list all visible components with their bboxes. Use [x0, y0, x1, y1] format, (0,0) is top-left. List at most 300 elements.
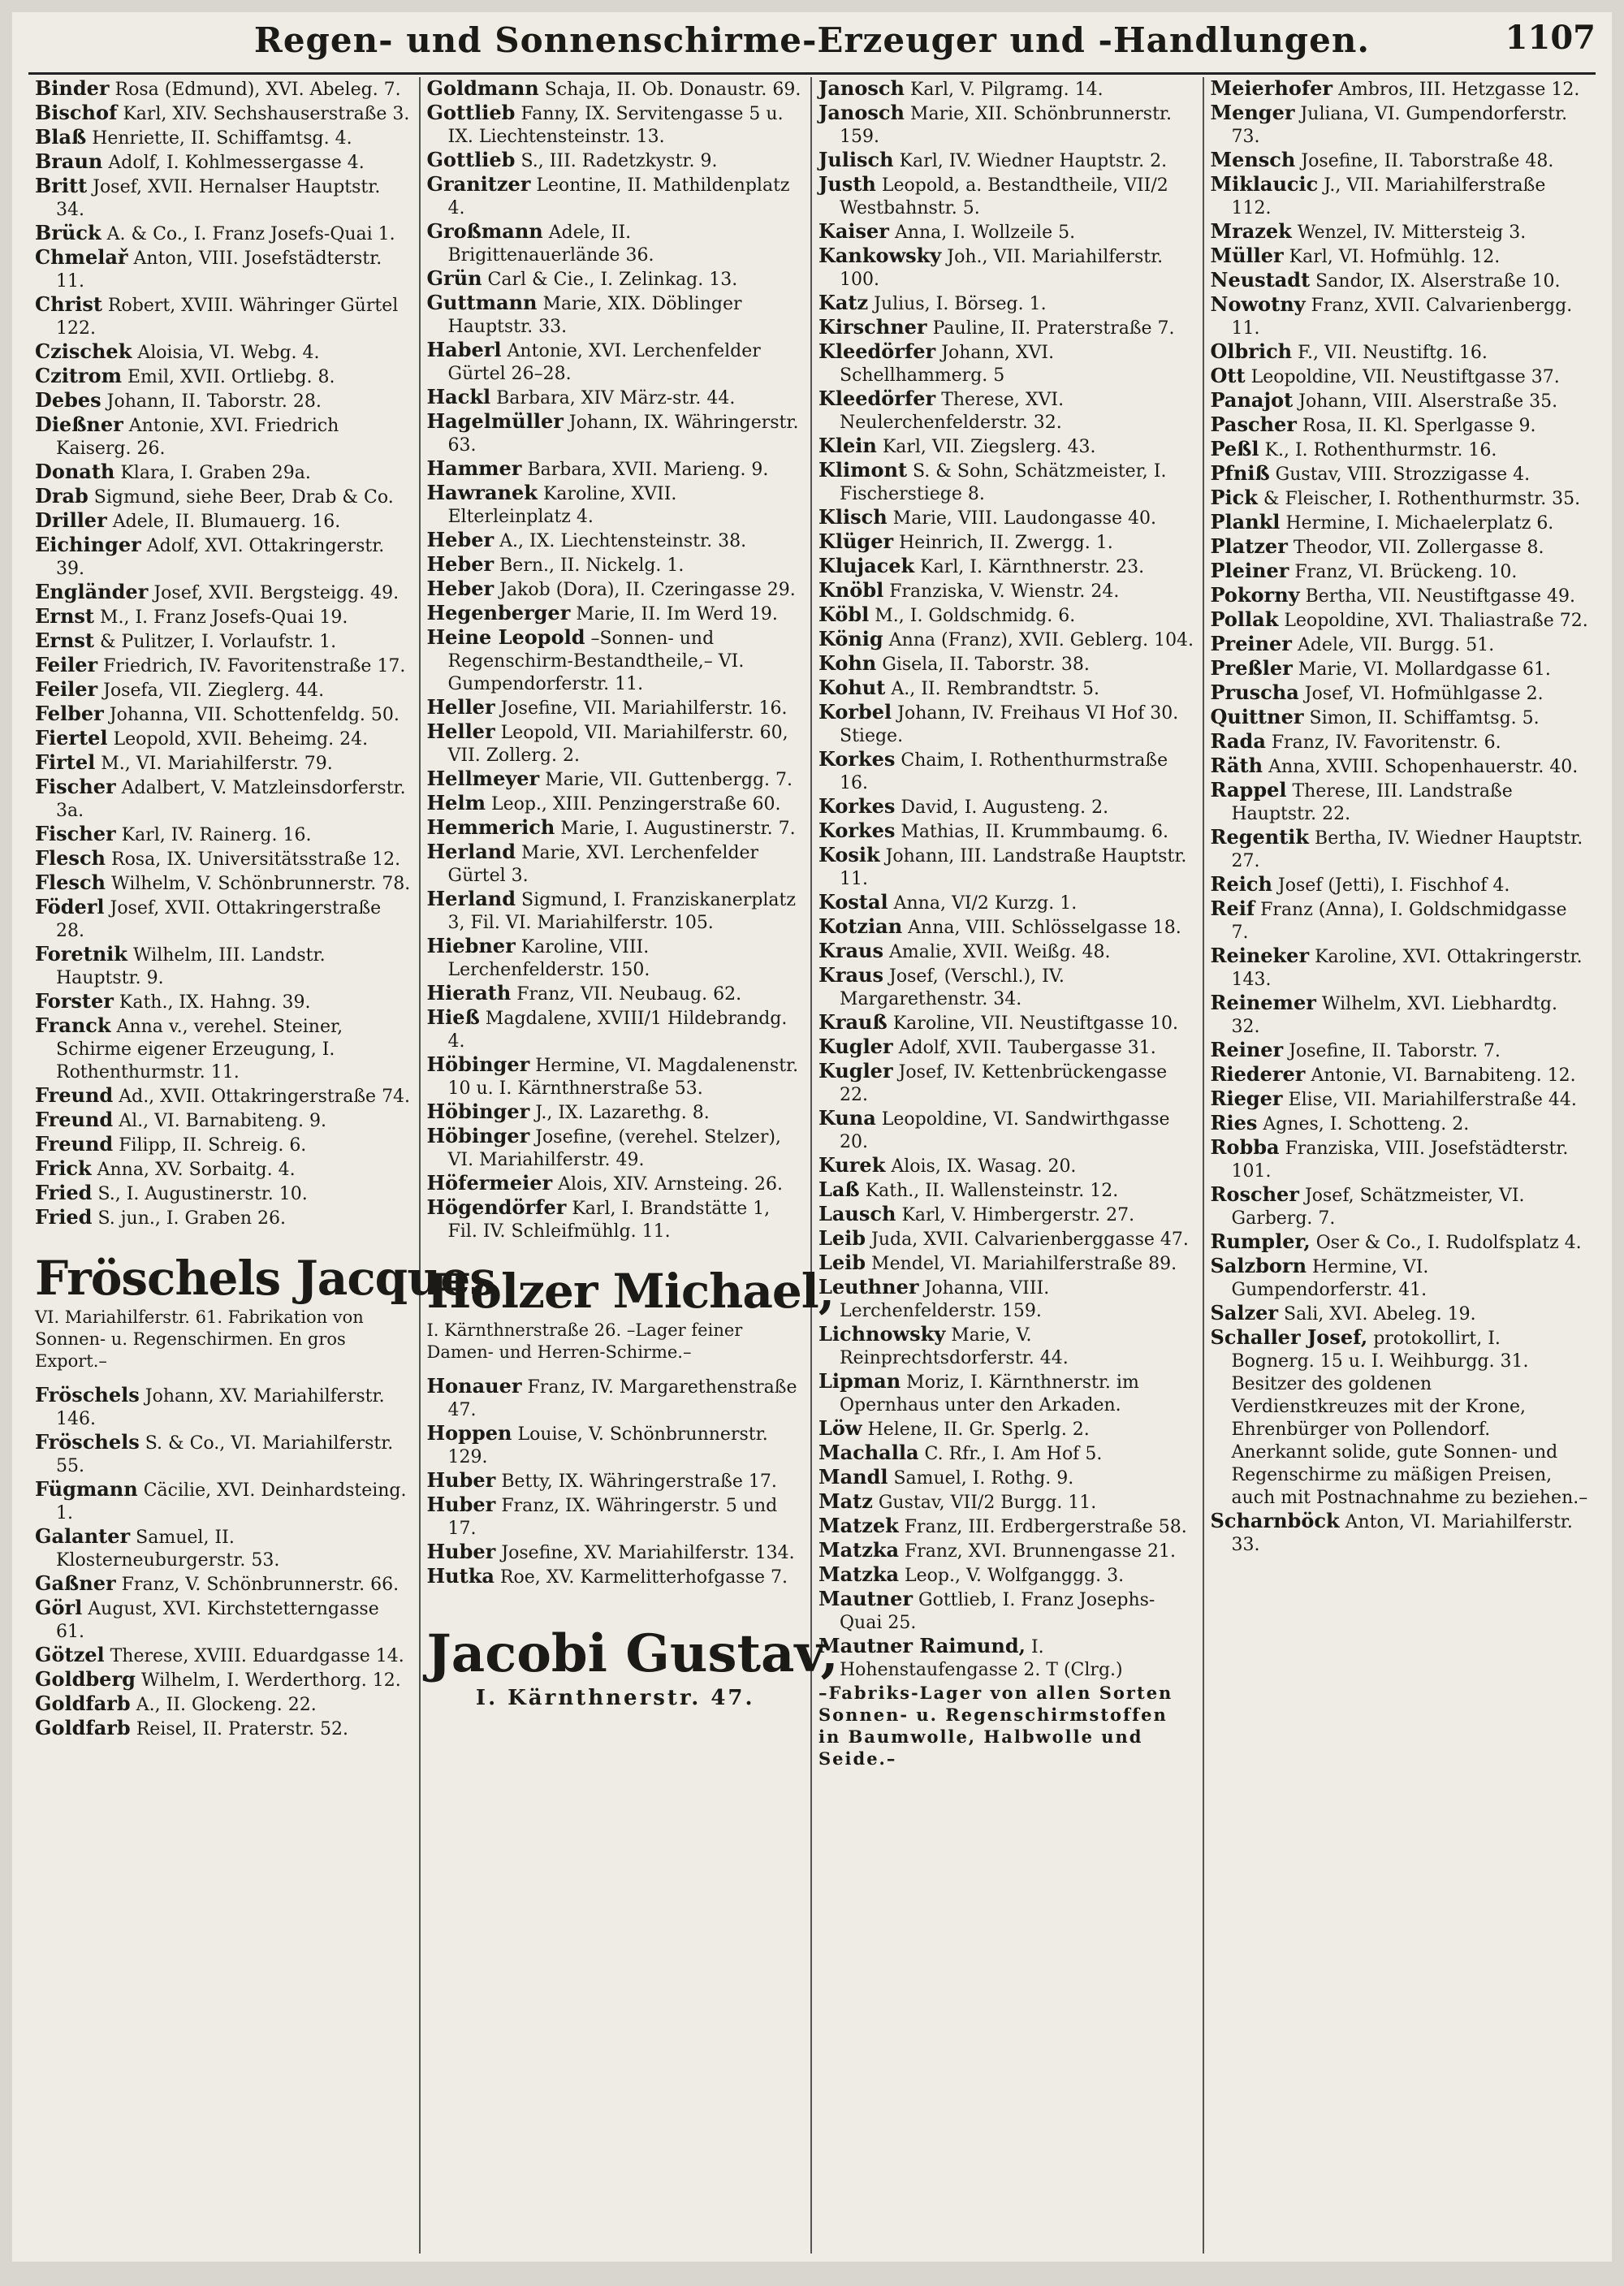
entry-address: Adolf, XVI. Ottakringerstr. 39.	[56, 536, 385, 579]
entry-name: Frick	[35, 1156, 92, 1180]
entry-address: Friedrich, IV. Favoritenstraße 17.	[103, 656, 406, 676]
entry-name: Freund	[35, 1083, 114, 1107]
entry-address: K., I. Rothenthurmstr. 16.	[1264, 440, 1497, 460]
directory-entry	[1211, 584, 1590, 608]
entry-address: Barbara, XVII. Marieng. 9.	[527, 460, 769, 480]
directory-entry	[35, 847, 412, 871]
entry-name: Olbrich	[1210, 339, 1293, 363]
advert-froeschels	[35, 1250, 495, 1372]
entry-address: J., IX. Lazarethg. 8.	[535, 1103, 710, 1123]
entry-address: M., I. Goldschmidg. 6.	[875, 606, 1076, 626]
advert-mautner-text: –Fabriks-Lager von allen Sorten Sonnen- u. Regenschirmstoffen in Baumwolle, Halbwolle und Seide.–	[818, 1683, 1173, 1769]
entry-address: Theodor, VII. Zollergasse 8.	[1293, 538, 1544, 558]
entry-name: Flesch	[35, 871, 106, 894]
entry-name: Czischek	[35, 339, 132, 363]
entry-address: Aloisia, VI. Webg. 4.	[137, 343, 320, 363]
entry-address: Josef, VI. Hofmühlgasse 2.	[1304, 684, 1544, 704]
entry-address: Fanny, IX. Servitengasse 5 u. IX. Liechtensteinstr. 13.	[447, 104, 784, 147]
entry-name: Blaß	[35, 125, 87, 149]
entry-name: Heller	[426, 720, 495, 743]
entry-address: Adele, II. Blumauerg. 16.	[112, 512, 341, 532]
entry-address: Reisel, II. Praterstr. 52.	[136, 1719, 349, 1739]
directory-entry	[35, 102, 412, 126]
entry-name: Justh	[818, 172, 876, 196]
entry-address: Bertha, VII. Neustiftgasse 49.	[1305, 586, 1576, 607]
entry-address: Leontine, II. Mathildenplatz 4.	[447, 175, 790, 218]
entry-name: Mandl	[818, 1465, 888, 1489]
directory-entry	[427, 267, 805, 292]
entry-address: Samuel, I. Rothg. 9.	[893, 1468, 1074, 1489]
entry-name: Lichnowsky	[818, 1322, 946, 1346]
entry-name: Kurek	[818, 1153, 886, 1177]
entry-name: Franck	[35, 1013, 111, 1037]
directory-entry	[427, 292, 805, 339]
entry-name: Reif	[1210, 897, 1255, 920]
entry-address: Therese, III. Landstraße Hauptstr. 22.	[1231, 781, 1513, 824]
directory-entry	[818, 1515, 1196, 1539]
directory-entry	[818, 676, 1196, 701]
entry-address: protokollirt, I. Bognerg. 15 u. I. Weihburgg. 31. Besitzer des goldenen Verdienstkreuzes mit der Krone, Ehrenbürger von Pollendorf. Anerkannt solide, gute Sonnen- und Regenschirme zu mäßigen Preisen, auch mit Postnachnahme zu beziehen.–	[1231, 1329, 1588, 1508]
directory-entry	[35, 485, 412, 509]
directory-entry	[35, 581, 412, 605]
directory-entry	[818, 1011, 1196, 1035]
directory-entry	[818, 1635, 1196, 1682]
directory-entry	[1211, 462, 1590, 486]
entry-name: Pokorny	[1210, 583, 1300, 607]
entry-address: Marie, XIX. Döblinger Hauptstr. 33.	[447, 294, 742, 337]
entry-address: Juda, XVII. Calvarienberggasse 47.	[871, 1229, 1189, 1250]
entry-address: Marie, I. Augustinerstr. 7.	[560, 819, 796, 839]
entry-address: S., I. Augustinerstr. 10.	[97, 1184, 308, 1204]
directory-entry	[818, 530, 1196, 555]
directory-entry	[1211, 244, 1590, 269]
directory-entry	[427, 1172, 805, 1196]
directory-entry	[1211, 730, 1590, 754]
directory-entry	[818, 579, 1196, 603]
entry-name: Heber	[426, 552, 495, 576]
entry-address: Elise, VII. Mariahilferstraße 44.	[1288, 1090, 1577, 1110]
directory-entry	[818, 1276, 1196, 1323]
directory-entry	[818, 555, 1196, 579]
entry-address: Karl, I. Brandstätte 1, Fil. IV. Schleifmühlg. 11.	[447, 1199, 771, 1242]
entry-name: Lausch	[818, 1202, 896, 1225]
directory-entry	[1211, 826, 1590, 873]
entry-name: Hawranek	[426, 481, 538, 504]
directory-entry	[818, 102, 1196, 149]
entry-address: Karl, V. Himbergerstr. 27.	[901, 1205, 1135, 1225]
entry-name: Kraus	[818, 939, 884, 962]
entry-name: Fischer	[35, 775, 116, 798]
directory-entry	[818, 891, 1196, 915]
entry-name: Pfniß	[1210, 461, 1270, 485]
directory-entry	[818, 149, 1196, 173]
entry-name: Kohn	[818, 651, 877, 675]
entry-address: Henriette, II. Schiffamtsg. 4.	[92, 128, 352, 149]
directory-entry	[35, 1431, 412, 1478]
entry-name: Pick	[1210, 486, 1258, 509]
entry-name: Goldmann	[426, 76, 539, 100]
directory-entry	[818, 1563, 1196, 1588]
directory-entry	[427, 1469, 805, 1493]
directory-entry	[427, 1196, 805, 1243]
directory-entry	[35, 126, 412, 150]
entry-address: Karl, IV. Wiedner Hauptstr. 2.	[899, 151, 1168, 171]
directory-entry	[1211, 681, 1590, 706]
entry-name: Großmann	[426, 219, 543, 243]
entry-name: Haberl	[426, 338, 502, 361]
entry-name: Reich	[1210, 872, 1272, 896]
entry-name: Föderl	[35, 895, 105, 918]
entry-address: Leopold, XVII. Beheimg. 24.	[113, 729, 369, 750]
directory-entry	[35, 654, 412, 678]
entry-name: Chmelař	[35, 245, 128, 269]
directory-entry	[35, 77, 412, 102]
directory-entry	[427, 1053, 805, 1100]
directory-entry	[427, 553, 805, 577]
directory-entry	[427, 792, 805, 816]
directory-entry	[35, 702, 412, 727]
entry-address: Adolf, I. Kohlmessergasse 4.	[108, 153, 365, 173]
entry-name: Ott	[1210, 364, 1246, 387]
advert-name: Holzer Michael,	[426, 1264, 835, 1319]
directory-entry	[818, 77, 1196, 102]
directory-entry	[35, 727, 412, 751]
entry-address: Samuel, II. Klosterneuburgerstr. 53.	[56, 1528, 280, 1571]
entry-name: Heber	[426, 528, 495, 551]
entry-name: Müller	[1210, 244, 1284, 267]
entry-name: Huber	[426, 1468, 496, 1492]
entry-name: Fischer	[35, 822, 116, 845]
directory-entry	[1211, 102, 1590, 149]
entry-name: Platzer	[1210, 534, 1288, 558]
entry-name: Felber	[35, 702, 104, 725]
entry-address: Franz, VII. Neubaug. 62.	[516, 984, 742, 1005]
entry-name: Löw	[818, 1416, 862, 1440]
directory-entry	[1211, 535, 1590, 560]
directory-entry	[35, 1572, 412, 1597]
directory-entry	[35, 222, 412, 246]
directory-entry	[427, 77, 805, 102]
entry-name: Herland	[426, 840, 516, 863]
directory-entry	[1211, 1183, 1590, 1230]
entry-name: Görl	[35, 1596, 83, 1619]
entry-name: Matzka	[818, 1538, 900, 1562]
directory-entry	[35, 389, 412, 413]
entry-name: Kotzian	[818, 914, 903, 938]
entry-name: Kleedörfer	[818, 339, 936, 363]
entry-name: Kaiser	[818, 219, 889, 243]
directory-entry	[35, 776, 412, 823]
entry-address: Emil, XVII. Ortliebg. 8.	[127, 367, 335, 387]
entry-address: Alois, IX. Wasag. 20.	[891, 1156, 1077, 1177]
entry-name: Högendörfer	[426, 1195, 567, 1219]
directory-entry	[1211, 173, 1590, 220]
entry-address: Franz, XVII. Calvarienbergg. 11.	[1231, 296, 1573, 339]
entry-name: Janosch	[818, 101, 905, 124]
entry-address: Leopold, a. Bestandtheile, VII/2 Westbahnstr. 5.	[840, 175, 1168, 218]
columns	[28, 77, 1596, 2254]
entry-name: Binder	[35, 76, 110, 100]
entry-address: Leopoldine, VII. Neustiftgasse 37.	[1250, 367, 1560, 387]
directory-entry	[1211, 873, 1590, 897]
entry-name: Klujacek	[818, 554, 915, 577]
entry-address: Leopoldine, VI. Sandwirthgasse 20.	[840, 1109, 1170, 1152]
entry-name: Donath	[35, 460, 115, 483]
directory-entry	[1211, 77, 1590, 102]
entry-address: S., III. Radetzkystr. 9.	[520, 151, 718, 171]
entry-address: Karl, VI. Hofmühlg. 12.	[1289, 247, 1501, 267]
directory-entry	[427, 339, 805, 386]
entry-address: Schaja, II. Ob. Donaustr. 69.	[544, 80, 801, 100]
entry-name: Guttmann	[426, 291, 538, 314]
entry-name: Leib	[818, 1226, 866, 1250]
entry-address: Louise, V. Schönbrunnerstr. 129.	[447, 1424, 768, 1467]
entry-address: Karl, I. Kärnthnerstr. 23.	[920, 557, 1145, 577]
directory-entry	[35, 678, 412, 702]
entry-name: Hagelmüller	[426, 409, 564, 433]
entry-name: Katz	[818, 291, 869, 314]
directory-entry	[818, 940, 1196, 964]
directory-entry	[427, 816, 805, 841]
entry-address: Marie, VI. Mollardgasse 61.	[1298, 659, 1551, 680]
entry-address: Josef, IV. Kettenbrückengasse 22.	[840, 1062, 1168, 1105]
entry-address: Kath., IX. Hahng. 39.	[119, 992, 311, 1013]
directory-page	[12, 12, 1612, 2262]
entry-name: Brück	[35, 221, 102, 244]
entry-address: Anton, VIII. Josefstädterstr. 11.	[56, 248, 382, 292]
directory-entry	[1211, 1087, 1590, 1112]
entry-address: Karl, IV. Rainerg. 16.	[121, 825, 312, 845]
entry-name: Ries	[1210, 1111, 1258, 1134]
entry-name: Freund	[35, 1132, 114, 1156]
entry-name: Korkes	[818, 794, 896, 818]
entry-address: Karoline, VII. Neustiftgasse 10.	[892, 1013, 1178, 1034]
directory-entry	[427, 841, 805, 888]
entry-name: Peßl	[1210, 437, 1259, 460]
entry-name: Christ	[35, 292, 102, 316]
directory-entry	[1211, 365, 1590, 389]
directory-entry	[818, 1417, 1196, 1441]
entry-name: Miklaucic	[1210, 172, 1319, 196]
entry-name: Leib	[818, 1251, 866, 1274]
entry-name: Kuna	[818, 1106, 876, 1130]
entry-address: F., VII. Neustiftg. 16.	[1298, 343, 1488, 363]
directory-entry	[35, 413, 412, 460]
entry-name: Pleiner	[1210, 559, 1289, 582]
directory-entry	[35, 293, 412, 340]
entry-address: Mathias, II. Krummbaumg. 6.	[901, 822, 1168, 842]
directory-entry	[1211, 511, 1590, 535]
entry-name: Quittner	[1210, 705, 1304, 728]
entry-name: Krauß	[818, 1010, 888, 1034]
entry-address: Franz (Anna), I. Goldschmidgasse 7.	[1231, 900, 1567, 943]
entry-address: Juliana, VI. Gumpendorferstr. 73.	[1231, 104, 1568, 147]
entry-name: Gottlieb	[426, 101, 516, 124]
entry-name: Laß	[818, 1178, 860, 1201]
directory-entry	[1211, 1510, 1590, 1557]
directory-entry	[427, 1493, 805, 1541]
entry-name: Rada	[1210, 729, 1266, 753]
entry-name: Räth	[1210, 754, 1263, 777]
entry-name: Lipman	[818, 1369, 901, 1393]
entry-name: Goldfarb	[35, 1692, 131, 1715]
directory-entry	[1211, 340, 1590, 365]
entry-name: Fried	[35, 1181, 93, 1204]
entry-address: Josef (Jetti), I. Fischhof 4.	[1277, 875, 1510, 896]
entry-name: Granitzer	[426, 172, 531, 196]
entry-address: Franziska, VIII. Josefstädterstr. 101.	[1231, 1139, 1569, 1182]
entry-name: Hammer	[426, 456, 522, 480]
entry-address: Franz, III. Erdbergerstraße 58.	[904, 1517, 1187, 1537]
entry-address: Barbara, XIV März-str. 44.	[496, 388, 736, 408]
directory-entry	[1211, 389, 1590, 413]
entry-address: –Sonnen- und Regenschirm-Bestandtheile,– VI. Gumpendorferstr. 11.	[447, 629, 745, 694]
entry-address: Franz, VI. Brückeng. 10.	[1294, 562, 1518, 582]
entry-address: Wilhelm, I. Werderthorg. 12.	[140, 1670, 401, 1691]
entry-address: Leopoldine, XVI. Thaliastraße 72.	[1284, 611, 1588, 631]
entry-address: Hermine, VI. Gumpendorferstr. 41.	[1231, 1257, 1429, 1300]
entry-name: Klein	[818, 434, 877, 457]
entry-name: Reineker	[1210, 944, 1310, 967]
entry-address: C. Rfr., I. Am Hof 5.	[924, 1444, 1103, 1464]
entry-address: & Pulitzer, I. Vorlaufstr. 1.	[99, 632, 337, 652]
entry-address: Franz, IV. Margarethenstraße 47.	[447, 1377, 797, 1420]
entry-name: Heber	[426, 577, 495, 600]
entry-address: Hermine, I. Michaelerplatz 6.	[1285, 513, 1554, 534]
entry-address: Amalie, XVII. Weißg. 48.	[889, 942, 1111, 962]
entry-name: Neustadt	[1210, 268, 1311, 292]
entry-address: Johanna, VII. Schottenfeldg. 50.	[109, 705, 400, 725]
entry-address: Josef, XVII. Ottakringerstraße 28.	[56, 898, 382, 941]
entry-name: Engländer	[35, 580, 149, 603]
entry-address: A., IX. Liechtensteinstr. 38.	[499, 531, 747, 551]
entry-address: Gisela, II. Taborstr. 38.	[882, 655, 1090, 675]
advert-text: VI. Mariahilferstr. 61. Fabrikation von Sonnen- u. Regenschirmen. En gros Export.–	[35, 1307, 364, 1371]
entry-address: Wenzel, IV. Mittersteig 3.	[1297, 223, 1527, 243]
entry-address: Marie, V. Reinprechtsdorferstr. 44.	[840, 1325, 1069, 1368]
directory-entry	[35, 340, 412, 365]
directory-entry	[1211, 1039, 1590, 1063]
entry-name: Korkes	[818, 747, 896, 771]
directory-entry	[818, 844, 1196, 891]
entry-name: Riederer	[1210, 1062, 1306, 1086]
entry-address: Hermine, VI. Magdalenenstr. 10 u. I. Kärnthnerstraße 53.	[447, 1056, 799, 1099]
directory-entry	[1211, 1326, 1590, 1510]
entry-name: Gaßner	[35, 1571, 116, 1595]
directory-entry	[1211, 897, 1590, 944]
directory-entry	[1211, 1112, 1590, 1136]
directory-entry	[35, 823, 412, 847]
directory-entry	[1211, 560, 1590, 584]
page-number: 1107	[1505, 19, 1596, 57]
page-title: Regen- und Sonnenschirme-Erzeuger und -Handlungen.	[253, 20, 1371, 60]
entry-name: Heine Leopold	[426, 625, 585, 649]
directory-entry	[35, 751, 412, 776]
entry-address: Anna, VIII. Schlösselgasse 18.	[908, 918, 1181, 938]
directory-entry	[1211, 1302, 1590, 1326]
entry-address: S. & Co., VI. Mariahilferstr. 55.	[56, 1433, 394, 1476]
entry-address: Leop., XIII. Penzingerstraße 60.	[490, 794, 781, 815]
entry-list	[818, 77, 1196, 1682]
entry-name: Regentik	[1210, 825, 1310, 849]
entry-address: Rosa, IX. Universitätsstraße 12.	[111, 849, 401, 870]
entry-address: Filipp, II. Schreig. 6.	[119, 1135, 307, 1156]
entry-name: Mautner	[818, 1587, 914, 1610]
entry-name: Foretnik	[35, 942, 127, 966]
directory-entry	[818, 173, 1196, 220]
entry-address: Antonie, VI. Barnabiteng. 12.	[1311, 1065, 1576, 1086]
entry-name: Hutka	[426, 1564, 495, 1588]
entry-address: Johann, III. Landstraße Hauptstr. 11.	[840, 846, 1187, 889]
entry-name: Mrazek	[1210, 219, 1292, 243]
entry-address: Klara, I. Graben 29a.	[120, 463, 311, 483]
directory-entry	[35, 1206, 412, 1230]
entry-address: Wilhelm, V. Schönbrunnerstr. 78.	[111, 874, 411, 894]
entry-name: Forster	[35, 989, 114, 1013]
entry-address: S. jun., I. Graben 26.	[97, 1208, 286, 1229]
directory-entry	[427, 1541, 805, 1565]
entry-address: Julius, I. Börseg. 1.	[874, 294, 1047, 314]
entry-name: Korbel	[818, 700, 892, 724]
entry-address: Carl & Cie., I. Zelinkag. 13.	[487, 270, 738, 290]
directory-entry	[35, 1084, 412, 1108]
entry-name: Drab	[35, 484, 89, 508]
directory-entry	[427, 626, 805, 696]
entry-name: Debes	[35, 388, 102, 412]
entry-address: Marie, XVI. Lerchenfelder Gürtel 3.	[447, 843, 759, 886]
directory-entry	[818, 1203, 1196, 1227]
entry-address: A. & Co., I. Franz Josefs-Quai 1.	[106, 224, 395, 244]
directory-entry	[35, 1717, 412, 1741]
directory-entry	[818, 1107, 1196, 1154]
directory-entry	[818, 316, 1196, 340]
directory-entry	[1211, 779, 1590, 826]
entry-address: Helene, II. Gr. Sperlg. 2.	[867, 1420, 1090, 1440]
entry-address: Josef, (Verschl.), IV. Margarethenstr. 34.	[840, 966, 1065, 1009]
directory-entry	[427, 173, 805, 220]
entry-address: Therese, XVI. Neulerchenfelderstr. 32.	[840, 390, 1065, 433]
directory-entry	[1211, 486, 1590, 511]
entry-name: Hierath	[426, 981, 512, 1005]
directory-entry	[427, 386, 805, 410]
directory-entry	[427, 888, 805, 935]
directory-entry	[818, 1060, 1196, 1107]
directory-entry	[35, 1014, 412, 1084]
entry-address: Marie, VII. Guttenbergg. 7.	[545, 770, 793, 790]
entry-name: Klüger	[818, 529, 894, 553]
entry-name: Preßler	[1210, 656, 1293, 680]
entry-name: Fügmann	[35, 1477, 138, 1501]
entry-name: Reinemer	[1210, 991, 1316, 1014]
entry-list	[35, 1384, 412, 1741]
directory-entry	[427, 767, 805, 792]
entry-address: Josef, XVII. Bergsteigg. 49.	[153, 583, 400, 603]
directory-entry	[818, 506, 1196, 530]
entry-address: Marie, II. Im Werd 19.	[576, 604, 778, 624]
entry-address: Gustav, VII/2 Burgg. 11.	[878, 1493, 1097, 1513]
entry-address: Therese, XVIII. Eduardgasse 14.	[110, 1646, 404, 1666]
entry-name: Flesch	[35, 846, 106, 870]
entry-name: Salzer	[1210, 1301, 1279, 1324]
entry-name: Preiner	[1210, 632, 1292, 655]
directory-entry	[818, 915, 1196, 940]
directory-entry	[818, 1227, 1196, 1251]
entry-name: Goldfarb	[35, 1716, 131, 1739]
entry-name: Matz	[818, 1489, 873, 1513]
entry-name: Matzka	[818, 1562, 900, 1586]
directory-entry	[427, 102, 805, 149]
directory-entry	[818, 1323, 1196, 1370]
